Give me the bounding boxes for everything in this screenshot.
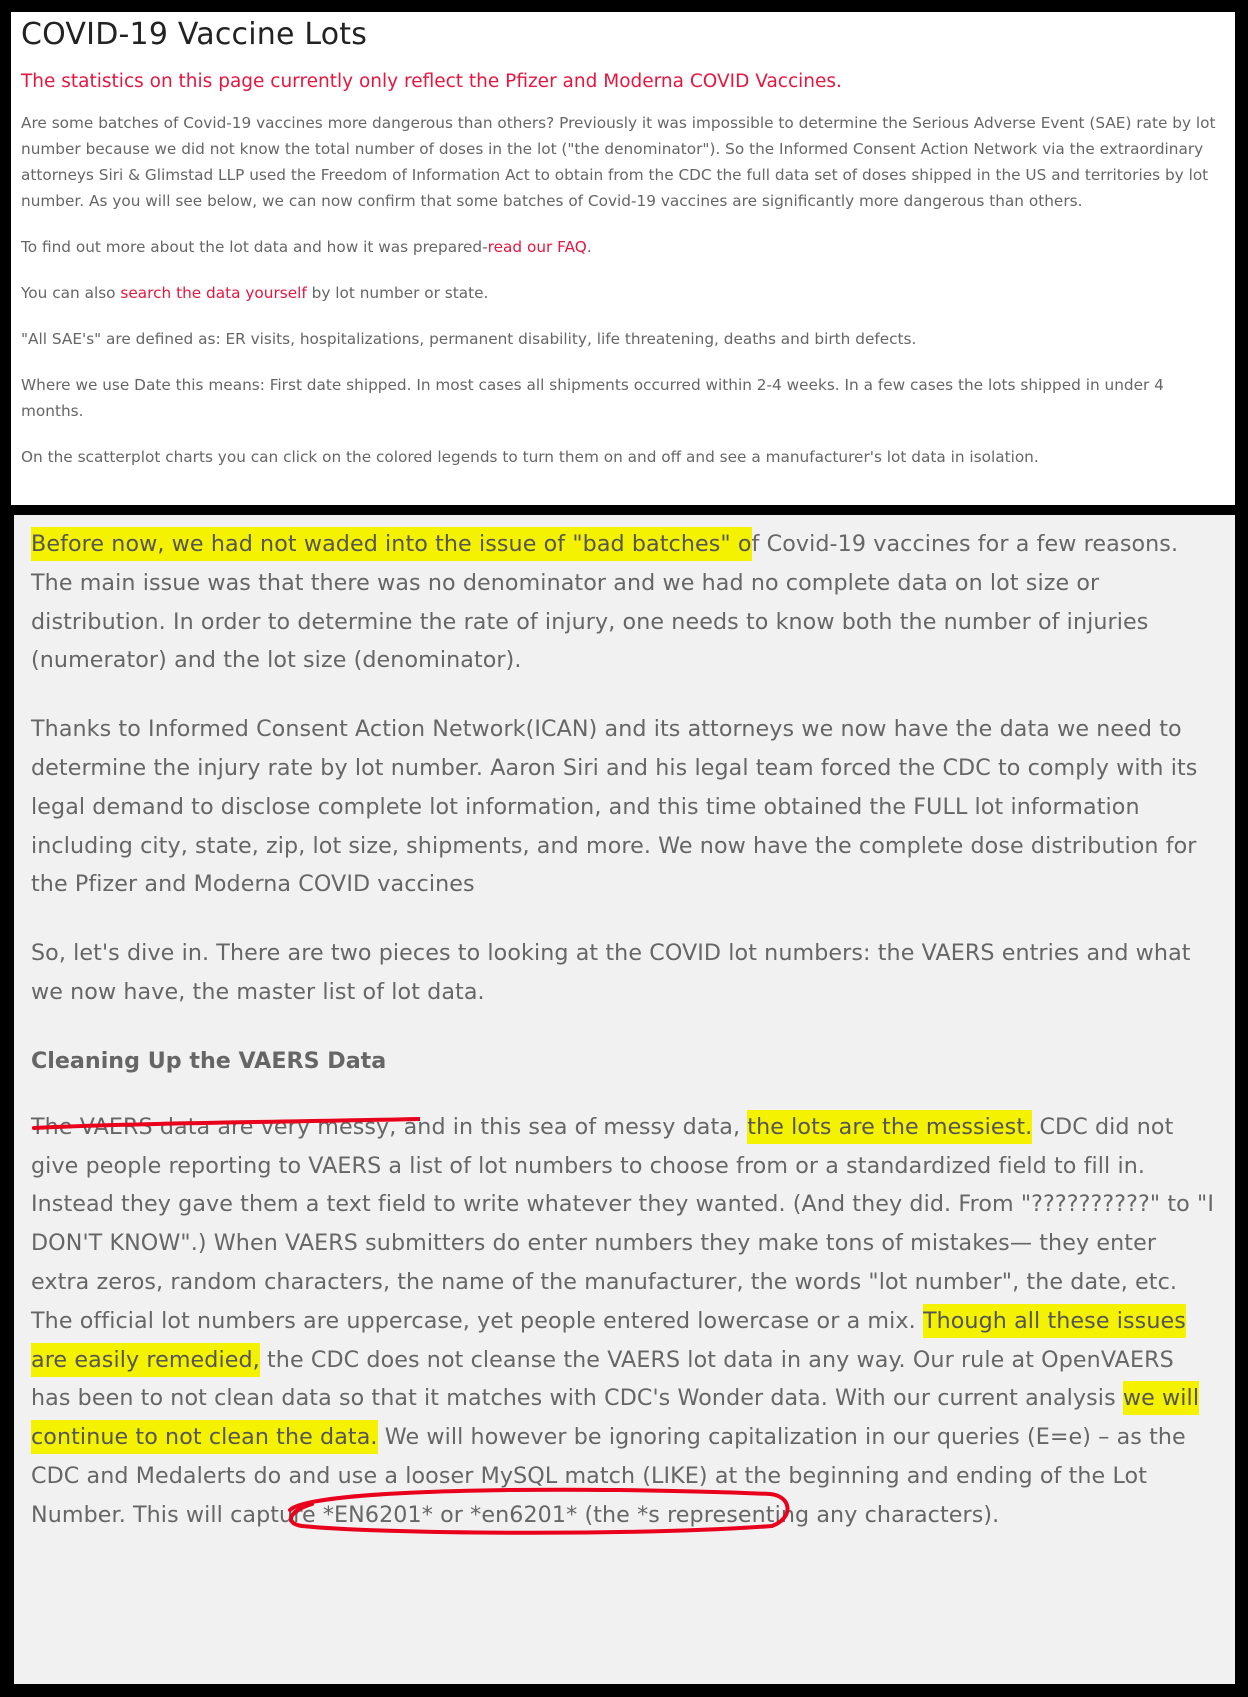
red-circle-annotation: [282, 1480, 802, 1536]
sae-definition: "All SAE's" are defined as: ER visits, hospitalizations, permanent disability, life threatening, deaths and birth defects.: [21, 330, 917, 348]
paragraph-bad-batches: [31, 525, 1219, 680]
highlight-lots-messiest: the lots are the messiest.: [747, 1110, 1032, 1144]
date-note: Where we use Date this means: First date shipped. In most cases all shipments occurred within 2-4 weeks. In a few cases the lots shipped in under 4 months.: [21, 376, 1164, 420]
paragraph-messy-data: [31, 1108, 1219, 1535]
section-heading: Cleaning Up the VAERS Data: [31, 1047, 387, 1074]
faq-link[interactable]: read our FAQ: [487, 238, 587, 256]
search-paragraph: [21, 280, 1225, 306]
pfizer-moderna-notice: The statistics on this page currently only reflect the Pfizer and Moderna COVID Vaccines.: [21, 71, 842, 92]
paragraph-ican: Thanks to Informed Consent Action Network(ICAN) and its attorneys we now have the data we need to determine the injury rate by lot number. Aaron Siri and his legal team forced the CDC to comply with its legal demand to disclose complete lot information, and this time obtained the FULL lot information including city, state, zip, lot size, shipments, and more. We now have the complete dose distribution for the Pfizer and Moderna COVID vaccines: [31, 716, 1198, 898]
search-suffix: by lot number or state.: [306, 284, 489, 302]
faq-suffix: .: [586, 238, 592, 256]
search-prefix: You can also: [21, 284, 121, 302]
paragraph-bad-batches-rest: f Covid-19 vaccines for a few reasons. The main issue was that there was no denominator and we had no complete data on lot size or distribution. In order to determine the rate of injury, one needs to know both the number of injuries (numerator) and the lot size (denominator).: [31, 531, 1179, 674]
search-data-link[interactable]: search the data yourself: [120, 284, 307, 302]
highlight-not-clean: we will continue to not clean the data.: [31, 1381, 1199, 1454]
scatterplot-note: On the scatterplot charts you can click on the colored legends to turn them on and off and see a manufacturer's lot data in isolation.: [21, 448, 1039, 466]
messy-c: the CDC does not cleanse the VAERS lot data in any way. Our rule at OpenVAERS has been to not clean data so that it matches with CDC's Wonder data. With our current analysis: [31, 1346, 1174, 1412]
top-panel: [11, 12, 1235, 505]
faq-prefix: To find out more about the lot data and how it was prepared-: [21, 238, 488, 256]
intro-paragraph: Are some batches of Covid-19 vaccines more dangerous than others? Previously it was impossible to determine the Serious Adverse Event (SAE) rate by lot number because we did not know the total number of doses in the lot ("the denominator"). So the Informed Consent Action Network via the extraordinary attorneys Siri & Glimstad LLP used the Freedom of Information Act to obtain from the CDC the full data set of doses shipped in the US and territories by lot number. As you will see below, we can now confirm that some batches of Covid-19 vaccines are significantly more dangerous than others.: [21, 114, 1216, 210]
messy-d: We will however be ignoring capitalization in our queries (E=e) – as the CDC and Medalerts do and use a looser MySQL match (LIKE) at the beginning and ending of the Lot Number. This will capture *EN6201* or *en6201* (the *s representing any characters).: [31, 1424, 1186, 1528]
messy-a: The VAERS data are very messy, and in this sea of messy data,: [31, 1113, 748, 1140]
highlight-easily-remedied: Though all these issues are easily remedied,: [31, 1304, 1186, 1377]
red-underline-annotation: [20, 1117, 420, 1133]
paragraph-dive-in: So, let's dive in. There are two pieces to looking at the COVID lot numbers: the VAERS entries and what we now have, the master list of lot data.: [31, 940, 1191, 1005]
page-title: COVID-19 Vaccine Lots: [21, 17, 368, 52]
faq-paragraph: [21, 234, 1225, 260]
highlight-bad-batches: Before now, we had not waded into the issue of "bad batches" o: [31, 527, 752, 561]
messy-b: CDC did not give people reporting to VAERS a list of lot numbers to choose from or a standardized field to fill in. Instead they gave them a text field to write whatever they wanted. (And they did. From "??????????" to "I DON'T KNOW".) When VAERS submitters do enter numbers they make tons of mistakes— they enter extra zeros, random characters, the name of the manufacturer, the words "lot number", the date, etc. The official lot numbers are uppercase, yet people entered lowercase or a mix.: [31, 1113, 1214, 1334]
